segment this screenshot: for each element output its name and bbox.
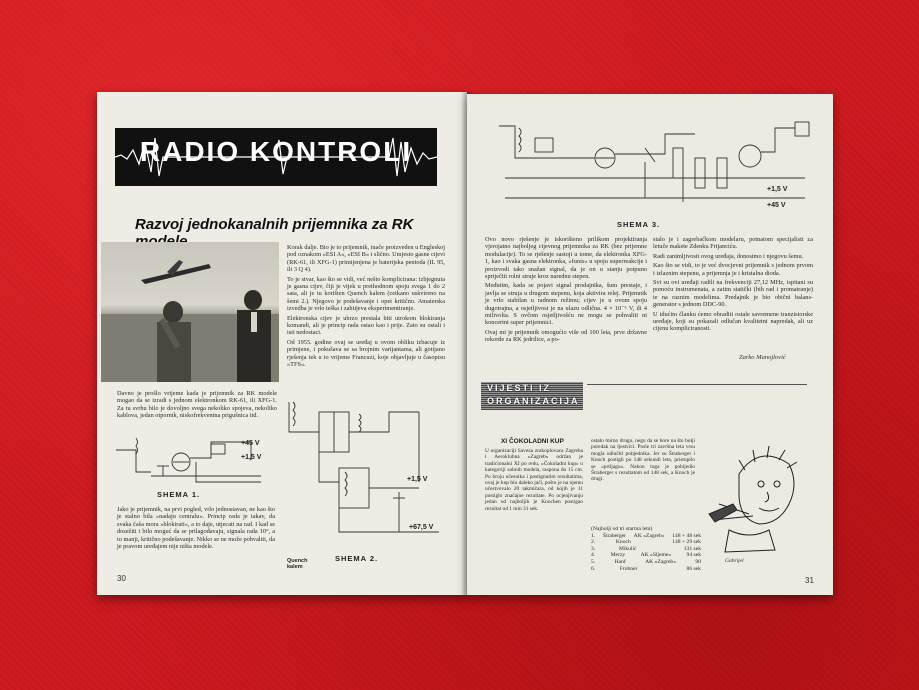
schema1-voltage-45: +45 V — [241, 440, 260, 447]
results-table — [591, 526, 701, 572]
paragraph: Svi su ovi uređaji radili na frekvenciji 27,12 MHz, ispitani su pomoću instrumenata, a zatim statički (bih rad i promatranje) te na raznim modelima. Predajnik je bio obični balans-generator s jednom DDC-90. — [653, 279, 813, 309]
result-club: AK »Sljeme« — [640, 552, 672, 559]
paragraph: stalo je i zagrebačkom modelaru, potnatom specijalisti za letuče makete Zdenku Frijanciću. — [653, 236, 813, 251]
quench-coil-label: Quench kalem — [287, 558, 308, 570]
result-position: 5. — [591, 558, 596, 565]
paragraph: Ovo novo rješenje je iskorišteno prilikom projektiranja vjerojatno najboljeg cijevnog prijemnika za RK (bez prijemne modulacije). To se rješenje sastoji u tome, da elektronka XFG-1, kao i svaka gasna elektronka, »funis« u spoju superreakcije i proizvodi tako snažan signal, da je on u stanju potpuno spriječiti rolni struje kroz narednu stepen. — [485, 236, 647, 281]
result-name: Knoch — [615, 539, 631, 546]
radio-kontroli-banner — [115, 128, 437, 186]
paragraph: Elektronska cijev je ubrzo prestala biti utrokom blokiranja komandi, ali je princip rada ostao kao i prije. Zato su ostali i isti nedostaci. — [287, 314, 445, 337]
result-name: Štraberger — [602, 532, 627, 539]
result-position: 3. — [591, 545, 596, 552]
result-position: 6. — [591, 565, 596, 572]
result-time: 86 sek — [686, 565, 701, 572]
result-name: Frobner — [619, 565, 638, 572]
left-page — [97, 92, 467, 595]
news-title: XI ČOKOLADNI KUP — [501, 438, 564, 445]
result-position: 4. — [591, 552, 596, 559]
paragraph: Radi zanimljivosti ovog uređaja, donosimo i njegovu šemu. — [653, 252, 804, 260]
result-name: Mikulić — [618, 545, 637, 552]
right-page — [467, 94, 833, 595]
result-time: 131 sek — [683, 545, 701, 552]
cartoon-illustration — [699, 434, 819, 564]
paragraph: Jako je prijemnik, na prvi pogled, vrlo jednostavan, ne kao što je stalno bila »nadaju centralu«. Princip rada je takav, da svaka čaša mora »blokirati«, a to daje, utjecati na rad. I kad se dosežiti i bilo moguć da se prilagođavaju, signala rada 10°, a to manji, kritično podešavanje. Nikko se ne može pohvaliti, da je pravom uređajem nije ništa modele. — [117, 506, 275, 551]
table-row — [591, 533, 701, 540]
table-row — [591, 539, 701, 546]
result-position: 1. — [591, 532, 596, 539]
schema2-voltage-67-5: +67,5 V — [409, 524, 434, 531]
paragraph: Davno je prošlo vrijeme kada je prijemnik za RK modele mogao da se izradi s jednom elektronkom RK-61, ili XFG-1. Za tu svrhu bilo je dovoljno svega nekoliko spojeva, nekoliko kablova, jedan otpornik, niskofrekventna prigušnica itd. — [117, 390, 277, 420]
schema3-voltage-45: +45 V — [767, 202, 786, 209]
article-headline: Razvoj jednokanalnih prijemnika za RK — [135, 216, 414, 233]
paragraph: Od 1955. godine ovaj se uređaj u ovom obliku izbacuje iz primjene, i pokušava se sa brojnim varijantama, ali gotijano rješenja tek u to vrijeme Francuzi, koje objavljuje u časopisu »TFS«. — [287, 338, 445, 369]
article-author: Zarko Manojlović — [739, 354, 786, 361]
result-time: 148 + 29 sek — [672, 539, 701, 546]
schema-2-label: SHEMA 2. — [335, 554, 379, 563]
news-text-left-column: U organizaciji Saveza zrakoplovaca Zagreba i Aeroklubna »Zagreb« održan je tradicionalni XI po redu, »Čokoladni kup« u kategoriji sobnih modela, raspona do 15 cm. Po broju učesnika i postignutim rezultatima, ovaj je kup bio daleko jači, pošto je na njemu učestvovalo 20 takmičara, od kojih je 11 postiglo značajne rezultate. Po ocjenjivanju jedan od najboljih je Knochen postigao rezultat od 1 min 31 sek. — [485, 448, 583, 512]
result-name: Merzy — [610, 552, 626, 559]
article-continuation-right-column — [653, 236, 813, 335]
section-title: VIJESTI IZ ORGANIZACIJA — [487, 383, 580, 406]
result-club: AK »Zagreb« — [633, 532, 665, 539]
schema-3-label: SHEMA 3. — [617, 220, 661, 229]
photo-man-with-model-plane — [101, 242, 279, 382]
banner-title: RADIO KONTROLI — [139, 136, 413, 167]
schema3-voltage-1-5: +1,5 V — [767, 186, 788, 193]
paragraph: Međutim, kada se pojavi signal prodajnika, šum prestaje, i javlja se struja u drugom stepenu, koja aktivira relej. Prijemnik je vrlo stabilan u radnom režimu; cijev je u ovom spoju dugotrajna, a osjetljivost je na ulazu odlična. 4 × 10⁻⁶ V, ili 4 milivolta. S ovčom osjetljivošću ne mogu se pohvaliti ni koncertni super prijemnici. — [485, 282, 647, 327]
schema1-voltage-1-5: +1,5 V — [241, 454, 262, 461]
article-intro-text — [117, 390, 277, 422]
section-badge — [481, 382, 583, 410]
result-name: Hanf — [614, 558, 626, 565]
result-club: AK »Zagreb« — [645, 558, 677, 565]
paragraph: Kao što se vidi, to je već dvocjevni prijemnik s jednom prvom i izlaznim stepenu, a prijemnja je i kristalna dioda. — [653, 262, 813, 277]
results-header: (Najbolji od tri startna leta) — [591, 526, 653, 532]
paragraph: Ovaj mi je prijemnik omogućio više od 100 leta, prve državne rekorde za RK jedrilice, a po- — [485, 328, 647, 344]
news-text-right-column: ostalo mirno drugo, negu da se bore na što bolji poredak na ljestvici. Posle tri završna leta vrsu mogla odlučiti pobjednika. Jer su Štraberger i Knoch postigli po 148 sekundi leta, pristupilo se »prtljagu«. Nakon toga je pobijedio Štraberger s rezultatom od 148 sek, a Knoch je drugi. — [591, 438, 695, 483]
cartoon-signature: Gabrijel — [725, 558, 744, 564]
page-number: 31 — [805, 576, 814, 585]
result-time: 148 + 48 sek — [672, 532, 701, 539]
schema-1-label: SHEMA 1. — [157, 490, 201, 499]
paragraph: To je stvar, kao što se vidi, već nešto komplicirana: izbjegnuta je gasna cijev, čiji je vijek u prethodnom spoju svega 1 do 2 sata, ali je tu korišten Quench kalem (cetkano uskvireno na šemi 2.). Njegovo je podešavanje i opet kritično. Amaterska izvedba je vrlo teška i zahtijeva eksperimentiranje. — [287, 275, 445, 313]
table-row — [591, 559, 701, 566]
article-text-right-column — [287, 244, 445, 371]
result-time: 94 sek — [686, 552, 701, 559]
result-position: 2. — [591, 539, 596, 546]
table-row — [591, 552, 701, 559]
article-conclusion-text — [117, 506, 275, 552]
page-number: 30 — [117, 574, 126, 583]
article-continuation-left-column — [485, 236, 647, 346]
result-time: 90 — [695, 558, 701, 565]
table-row — [591, 546, 701, 553]
paragraph: Korak dalje. Bio je to prijemnik, inače proizveden u Engleskoj pod oznakom »ESI A«, »ESI B« i slično. Umjesto gasne cijevi (RK-61, ili XFG-1) primijenjena je baterijska pentoda (IL 95, ili 3 Q 4). — [287, 244, 445, 274]
table-row — [591, 566, 701, 573]
section-rule — [587, 384, 807, 385]
schema2-voltage-1-5: +1,5 V — [407, 476, 428, 483]
paragraph: U idućim članku ćemo obraditi ostale savremene tranzistorske uređaje, koji su pokazali odlučan kvalitetni napredak, ali uz cijenu kompliciranosti. — [653, 310, 813, 333]
